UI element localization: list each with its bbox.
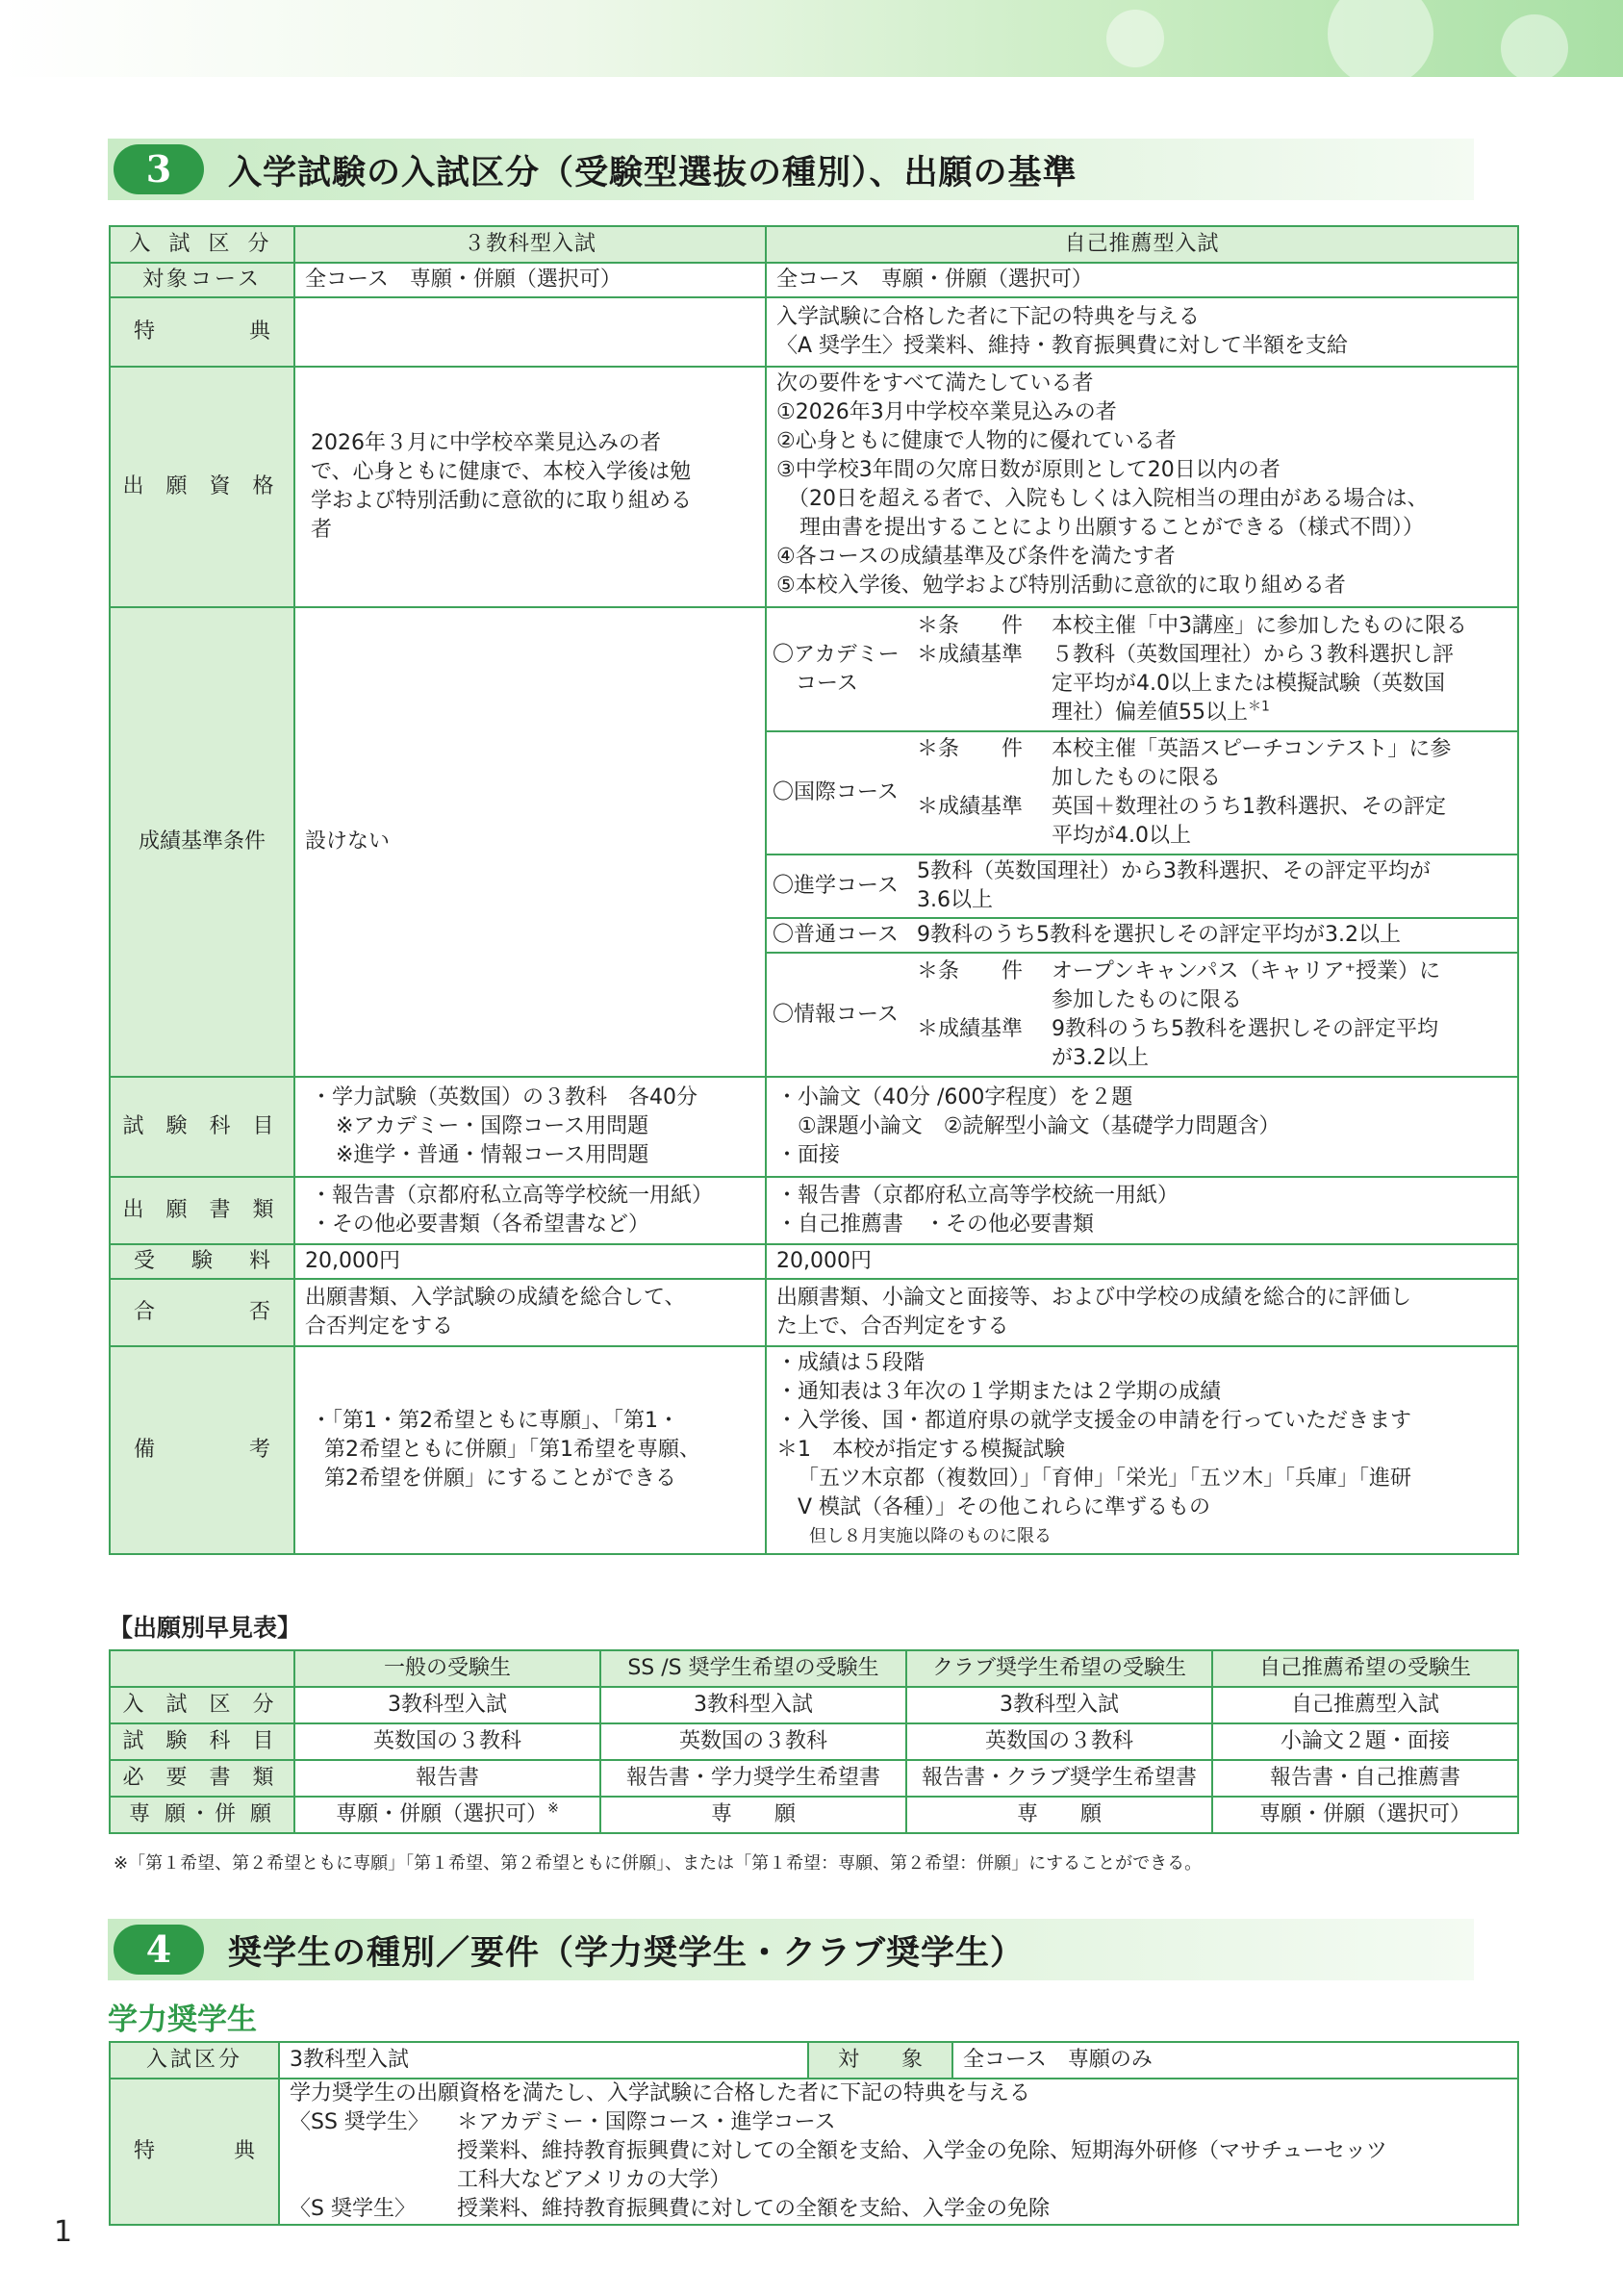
fee-col1: 20,000円: [294, 1244, 766, 1279]
quick-row: [110, 1760, 1518, 1797]
tokuten-col1: [294, 297, 766, 367]
shikaku-col1: 2026年３月に中学校卒業見込みの者 で、心身ともに健康で、本校入学後は勉 学および特別活動に意欲的に取り組める 者: [294, 367, 766, 607]
quick-cell: 英数国の３教科: [906, 1723, 1212, 1760]
scholar-row-kubun: [110, 2042, 1518, 2079]
quick-header: 一般の受験生: [294, 1650, 600, 1687]
seiseki-courses: [766, 607, 1518, 1077]
quick-row: [110, 1687, 1518, 1723]
course-name-shingaku: 〇進学コース: [767, 855, 911, 918]
quick-cell: 自己推薦型入試: [1212, 1687, 1518, 1723]
quick-row-label: 専 願・併 願: [110, 1797, 294, 1833]
label-scholar-tokuten: 特 典: [110, 2079, 279, 2225]
label-shikaku: 出 願 資 格: [110, 367, 294, 607]
quick-corner: [110, 1650, 294, 1687]
row-fee: [110, 1244, 1518, 1279]
kamoku-col1: ・学力試験（英数国）の３教科 各40分 ※アカデミー・国際コース用問題 ※進学・普通・情報コース用問題: [294, 1077, 766, 1177]
quick-header: クラブ奨学生希望の受験生: [906, 1650, 1212, 1687]
quick-row: [110, 1723, 1518, 1760]
label-gouhi: 合 否: [110, 1279, 294, 1346]
label-tokuten: 特 典: [110, 297, 294, 367]
course-detail-futsu: 9教科のうち5教科を選択しその評定平均が3.2以上: [911, 918, 1517, 953]
quick-cell: 英数国の３教科: [294, 1723, 600, 1760]
section4-subtitle: 学力奨学生: [108, 2003, 257, 2037]
scholar-target-value: 全コース 専願のみ: [952, 2042, 1518, 2079]
scholar-tokuten-detail: 学力奨学生の出願資格を満たし、入学試験に合格した者に下記の特典を与える 〈SS 奨学生〉 ＊アカデミー・国際コース・進学コース 授業料、維持教育振興費に対しての全額を支給、入学金の免除、短期海外研修（マサチューセッツ 工科大などアメリカの大学） 〈S 奨学生〉 授業料、維持教育振興費に対しての全額を支給、入学金の免除: [279, 2079, 1518, 2225]
section3-header: [108, 139, 1474, 200]
header-self-recommend: 自己推薦型入試: [766, 226, 1518, 263]
label-kamoku: 試 験 科 目: [110, 1077, 294, 1177]
course-detail-joho: ＊条 件 オープンキャンパス（キャリア⁺授業）に 参加したものに限る ＊成績基準 9教科のうち5教科を選択しその評定平均 が3.2以上: [917, 958, 1441, 1070]
quick-cell: 専願・併願（選択可）: [1212, 1797, 1518, 1833]
quick-header: SS /S 奨学生希望の受験生: [600, 1650, 906, 1687]
course-row-academy: [767, 608, 1517, 731]
quick-cell: 報告書・クラブ奨学生希望書: [906, 1760, 1212, 1797]
row-kamoku: [110, 1077, 1518, 1177]
quick-cell: 3教科型入試: [906, 1687, 1212, 1723]
course-detail-shingaku: 5教科（英数国理社）から3教科選択、その評定平均が 3.6以上: [911, 855, 1517, 918]
course-col1: 全コース 専願・併願（選択可）: [294, 263, 766, 297]
quick-cell: 専願・併願（選択可）※: [294, 1797, 600, 1833]
quick-cell: 英数国の３教科: [600, 1723, 906, 1760]
quick-cell: 専 願: [906, 1797, 1212, 1833]
quick-reference-table: [109, 1649, 1519, 1834]
quick-table-title: 【出願別早見表】: [109, 1614, 302, 1642]
quick-cell: 小論文２題・面接: [1212, 1723, 1518, 1760]
section4-number: 4: [114, 1925, 204, 1975]
row-course: [110, 263, 1518, 297]
top-decorative-band: [0, 0, 1623, 77]
decor-bubble: [1106, 10, 1164, 67]
course-name-joho: 〇情報コース: [767, 953, 911, 1076]
course-criteria-table: [767, 608, 1517, 1076]
label-shorui: 出 願 書 類: [110, 1177, 294, 1244]
quick-row-label: 試 験 科 目: [110, 1723, 294, 1760]
course-name-academy: 〇アカデミー コース: [767, 608, 911, 731]
quick-header: 自己推薦希望の受験生: [1212, 1650, 1518, 1687]
course-col2: 全コース 専願・併願（選択可）: [766, 263, 1518, 297]
label-biko: 備 考: [110, 1346, 294, 1554]
page-number: 1: [54, 2215, 73, 2249]
table-header-row: [110, 226, 1518, 263]
label-scholar-kubun: 入試区分: [110, 2042, 279, 2079]
quick-cell: 3教科型入試: [294, 1687, 600, 1723]
row-biko: [110, 1346, 1518, 1554]
section3-number: 3: [114, 144, 204, 194]
shorui-col2: ・報告書（京都府私立高等学校統一用紙） ・自己推薦書 ・その他必要書類: [766, 1177, 1518, 1244]
row-seiseki: [110, 607, 1518, 1077]
section3-title: 入学試験の入試区分（受験型選抜の種別）、出願の基準: [228, 153, 1078, 192]
course-row-futsu: [767, 918, 1517, 953]
course-row-shingaku: [767, 855, 1517, 918]
row-tokuten: [110, 297, 1518, 367]
course-name-kokusai: 〇国際コース: [767, 731, 911, 855]
quick-cell: 報告書・自己推薦書: [1212, 1760, 1518, 1797]
row-gouhi: [110, 1279, 1518, 1346]
seiseki-col1: 設けない: [294, 607, 766, 1077]
course-row-joho: [767, 953, 1517, 1076]
quick-cell: 3教科型入試: [600, 1687, 906, 1723]
entrance-exam-table: [109, 225, 1519, 1555]
section4-header: [108, 1919, 1474, 1980]
tokuten-col2: 入学試験に合格した者に下記の特典を与える 〈A 奨学生〉授業料、維持・教育振興費に対して半額を支給: [766, 297, 1518, 367]
course-detail-kokusai: ＊条 件 本校主催「英語スピーチコンテスト」に参 加したものに限る ＊成績基準 英国＋数理社のうち1教科選択、その評定 平均が4.0以上: [911, 731, 1517, 855]
quick-cell: 報告書: [294, 1760, 600, 1797]
biko-col2: ・成績は５段階 ・通知表は３年次の１学期または２学期の成績 ・入学後、国・都道府県の就学支援金の申請を行っていただきます ＊1 本校が指定する模擬試験 「五ツ木京都（複数回）」「育伸」「栄光」「五ツ木」「兵庫」「進研 V 模試（各種）」その他これらに準ずるもの 但し８月実施以降のものに限る: [766, 1346, 1518, 1554]
scholar-row-tokuten: [110, 2079, 1518, 2225]
row-shikaku: [110, 367, 1518, 607]
label-seiseki: 成績基準条件: [110, 607, 294, 1077]
quick-cell: 専 願: [600, 1797, 906, 1833]
quick-row-label: 入 試 区 分: [110, 1687, 294, 1723]
section4-title: 奨学生の種別／要件（学力奨学生・クラブ奨学生）: [228, 1933, 1026, 1973]
scholar-kubun-value: 3教科型入試: [279, 2042, 808, 2079]
decor-bubble: [1501, 14, 1568, 82]
header-3subject: ３教科型入試: [294, 226, 766, 263]
quick-footnote: ※「第１希望、第２希望ともに専願」「第１希望、第２希望ともに併願」、または「第１希望：専願、第２希望：併願」にすることができる。: [114, 1853, 1203, 1874]
quick-header-row: [110, 1650, 1518, 1687]
header-label: 入 試 区 分: [110, 226, 294, 263]
kamoku-col2: ・小論文（40分 /600字程度）を２題 ①課題小論文 ②読解型小論文（基礎学力問題含） ・面接: [766, 1077, 1518, 1177]
course-row-kokusai: [767, 731, 1517, 855]
label-course: 対象コース: [110, 263, 294, 297]
row-shorui: [110, 1177, 1518, 1244]
quick-row-label: 必 要 書 類: [110, 1760, 294, 1797]
biko-col1: ・「第1・第2希望ともに専願」、「第1・ 第2希望ともに併願」「第1希望を専願、 第2希望を併願」にすることができる: [294, 1346, 766, 1554]
course-detail-academy: ＊条 件 本校主催「中3講座」に参加したものに限る ＊成績基準 ５教科（英数国理社）から３教科選択し評 定平均が4.0以上または模擬試験（英数国 理社）偏差値55以上$^{*1}$: [917, 613, 1467, 725]
label-scholar-target: 対 象: [808, 2042, 952, 2079]
course-name-futsu: 〇普通コース: [767, 918, 911, 953]
label-fee: 受 験 料: [110, 1244, 294, 1279]
scholarship-table: [109, 2041, 1519, 2226]
fee-col2: 20,000円: [766, 1244, 1518, 1279]
gouhi-col1: 出願書類、入学試験の成績を総合して、 合否判定をする: [294, 1279, 766, 1346]
shikaku-col2: 次の要件をすべて満たしている者 ①2026年3月中学校卒業見込みの者 ②心身ともに健康で人物的に優れている者 ③中学校3年間の欠席日数が原則として20日以内の者 （20日を超える者で、入院もしくは入院相当の理由がある場合は、 理由書を提出することにより出願することができる（様式不問）） ④各コースの成績基準及び条件を満たす者 ⑤本校入学後、勉学および特別活動に意欲的に取り組める者: [766, 367, 1518, 607]
quick-cell: 報告書・学力奨学生希望書: [600, 1760, 906, 1797]
decor-bubble: [1328, 0, 1433, 87]
quick-row: [110, 1797, 1518, 1833]
shorui-col1: ・報告書（京都府私立高等学校統一用紙） ・その他必要書類（各希望書など）: [294, 1177, 766, 1244]
gouhi-col2: 出願書類、小論文と面接等、および中学校の成績を総合的に評価し た上で、合否判定をする: [766, 1279, 1518, 1346]
